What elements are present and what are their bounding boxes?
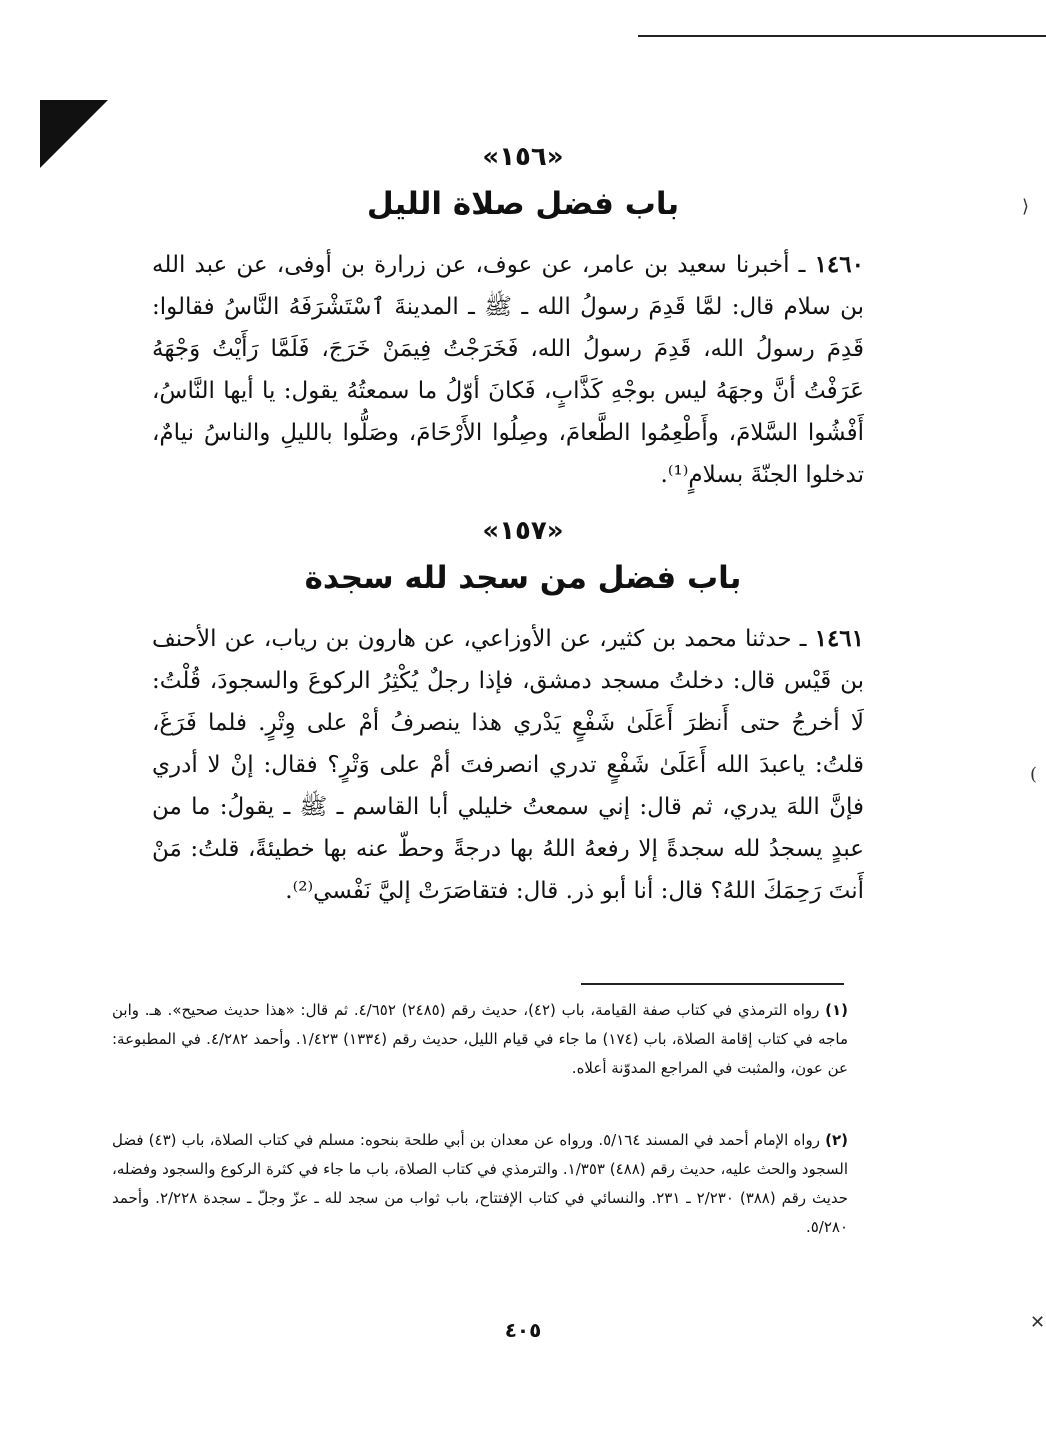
- hadith-paragraph: [152, 244, 864, 496]
- chapter-title: باب فضل من سجد لله سجدة: [304, 560, 742, 596]
- chapter-number: «١٥٧»: [482, 516, 564, 546]
- footnote-separator: [581, 983, 844, 985]
- hadith-number: ١٤٦١: [814, 625, 865, 652]
- chapter-number: «١٥٦»: [482, 142, 564, 172]
- footnote-text: رواه الترمذي في كتاب صفة القيامة، باب (٤٢)، حديث رقم (٢٤٨٥) ٤/٦٥٢. ثم قال: «هذا حديث صحيح». هـ. وابن ماجه في كتاب إقامة الصلاة، باب (١٧٤) ما جاء في قيام الليل، حديث رقم (١٣٣٤) ١/٤٢٣. وأحمد ٤/٢٨٢. في المطبوعة: عن عون، والمثبت في المراجع المدوّنة أعلاه.: [112, 1001, 848, 1077]
- hadith-text: ـ حدثنا محمد بن كثير، عن الأوزاعي، عن هارون بن رياب، عن الأحنف بن قَيْس قال: دخلتُ مسجد دمشق، فإذا رجلٌ يُكْثِرُ الركوعَ والسجودَ، قُلْتُ: لَا أخرجُ حتى أَنظرَ أَعَلَىٰ شَفْعٍ يَدْري هذا ينصرفُ أمْ على وِتْرٍ. فلما فَرَغَ، قلتُ: ياعبدَ الله أَعَلَىٰ شَفْعٍ تدري انصرفتَ أمْ على وَتْرٍ؟ فقال: إنْ لا أدري فإنَّ اللهَ يدري، ثم قال: إني سمعتُ خليلي أبا القاسم ـ ﷺ ـ يقولُ: ما من عبدٍ يسجدُ لله سجدةً إلا رفعهُ اللهُ بها درجةً وحطّ عنه بها خطيئةً، قلتُ: مَنْ أَنتَ رَحِمَكَ اللهُ؟ قال: أنا أبو ذر. قال: فتقاصَرَتْ إليَّ نَفْسي⁽²⁾.: [152, 626, 864, 904]
- margin-scan-mark: ✕: [1030, 1312, 1046, 1333]
- footnote: [112, 1126, 848, 1242]
- margin-scan-mark: ⟩: [1022, 196, 1030, 217]
- chapter-title: باب فضل صلاة الليل: [366, 186, 680, 222]
- hadith-text: ـ أخبرنا سعيد بن عامر، عن عوف، عن زرارة بن أوفى، عن عبد الله بن سلام قال: لمَّا قَدِمَ رسولُ الله ـ ﷺ ـ المدينةَ ٱسْتَشْرَفَهُ النَّاسُ فقالوا: قَدِمَ رسولُ الله، قَدِمَ رسولُ الله، فَخَرَجْتُ فِيمَنْ خَرَجَ، فَلَمَّا رَأَيْتُ وَجْهَهُ عَرَفْتُ أنَّ وجهَهُ ليس بوجْهِ كَذَّابٍ، فَكانَ أوّلُ ما سمعتُهُ يقول: يا أيها النَّاسُ، أَفْشُوا السَّلامَ، وأَطْعِمُوا الطَّعامَ، وصِلُوا الأَرْحَامَ، وصَلُّوا بالليلِ والناسُ نيامٌ، تدخلوا الجنّةَ بسلامٍ⁽¹⁾.: [152, 252, 864, 488]
- footnote-text: رواه الإمام أحمد في المسند ٥/١٦٤. ورواه عن معدان بن أبي طلحة بنحوه: مسلم في كتاب الصلاة، باب (٤٣) فضل السجود والحث عليه، حديث رقم (٤٨٨) ١/٣٥٣. والترمذي في كتاب الصلاة، باب ما جاء في كثرة الركوع والسجود وفضله، حديث رقم (٣٨٨) ٢/٢٣٠ ـ ٢٣١. والنسائي في كتاب الإفتتاح، باب ثواب من سجد لله ـ عزّ وجلّ ـ سجدة ٢/٢٢٨. وأحمد ٥/٢٨٠.: [112, 1131, 849, 1236]
- footnote: [112, 996, 848, 1083]
- footnote-mark: (٢): [825, 1131, 848, 1149]
- margin-scan-mark: (: [1030, 764, 1038, 785]
- page-number: ٤٠٥: [504, 1318, 542, 1342]
- hadith-number: ١٤٦٠: [814, 251, 864, 278]
- footnote-mark: (١): [825, 1001, 848, 1019]
- hadith-paragraph: [152, 618, 864, 912]
- scan-top-rule: [638, 35, 1046, 37]
